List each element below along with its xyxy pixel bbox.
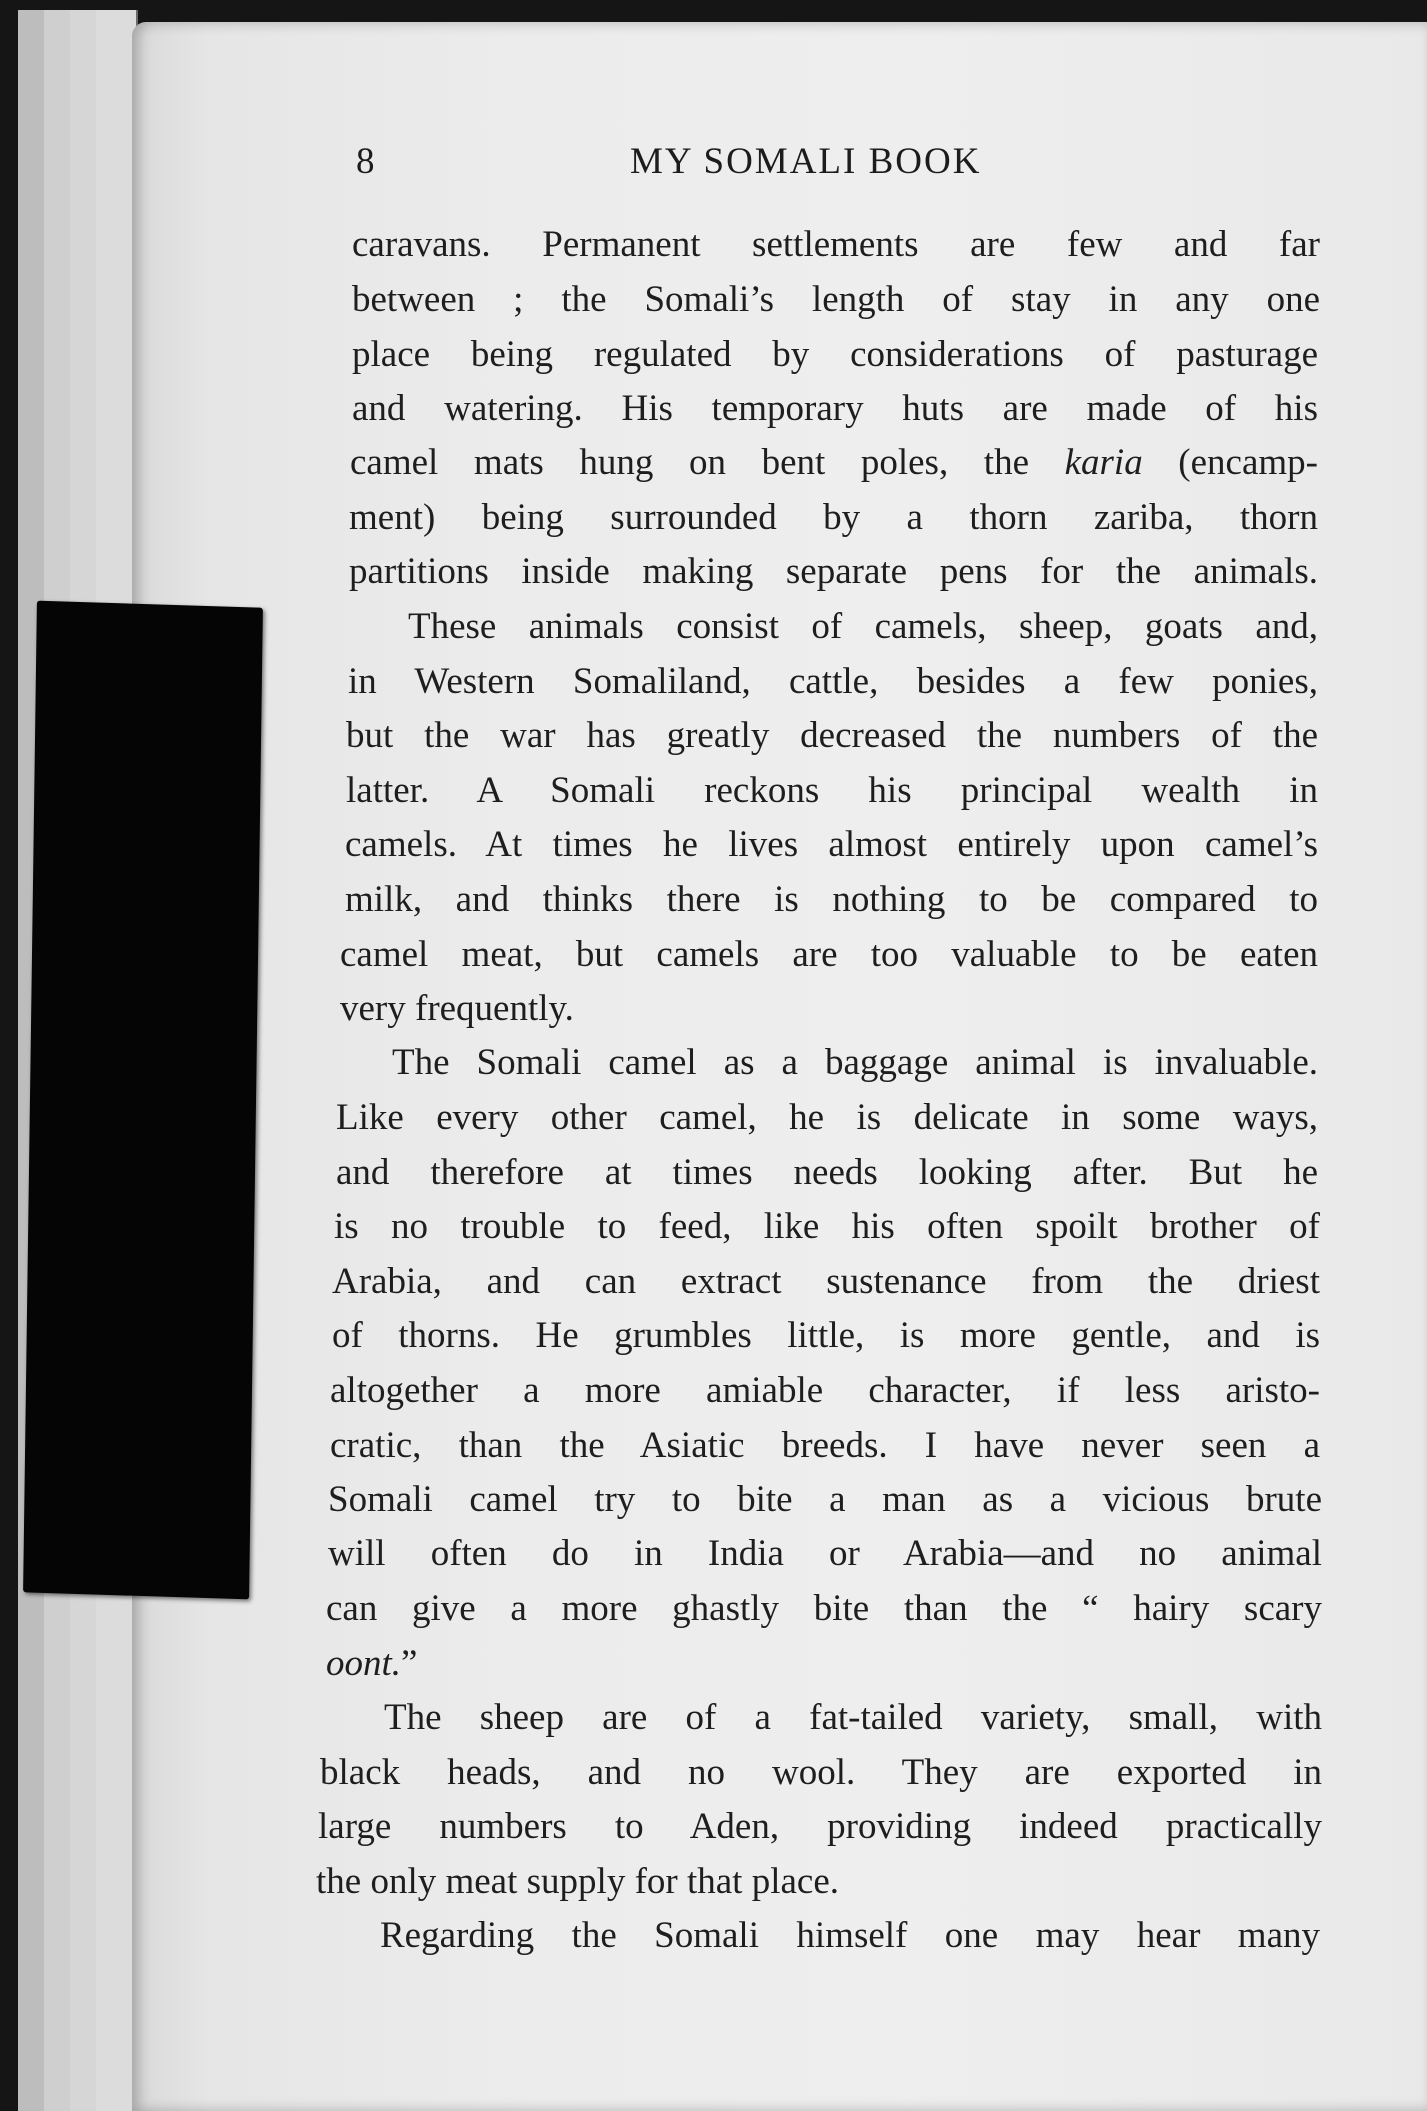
italic-text: oont.	[326, 1643, 402, 1684]
page-number: 8	[356, 141, 377, 182]
text-segment: very frequently.	[340, 988, 574, 1029]
text-line	[349, 549, 1318, 595]
text-segment: place being regulated by considerations of pasturage	[352, 334, 1318, 375]
text-segment: can give a more ghastly bite than the “ hairy scary	[326, 1588, 1322, 1629]
text-line	[350, 440, 1318, 486]
text-segment: ment) being surrounded by a thorn zariba, thorn	[349, 497, 1318, 538]
text-segment: ”	[401, 1643, 418, 1684]
text-segment: and watering. His temporary huts are made of his	[352, 388, 1318, 429]
text-line	[332, 1313, 1320, 1359]
text-segment: is no trouble to feed, like his often spoilt brother of	[334, 1206, 1320, 1247]
text-segment: and therefore at times needs looking after. But he	[336, 1152, 1318, 1193]
text-line	[340, 986, 574, 1032]
text-segment: milk, and thinks there is nothing to be compared to	[345, 879, 1318, 920]
text-segment: the only meat supply for that place.	[316, 1861, 839, 1902]
text-segment: These animals consist of camels, sheep, goats and,	[408, 606, 1318, 647]
text-line	[352, 386, 1318, 432]
text-line	[352, 222, 1320, 268]
running-header	[0, 140, 1427, 190]
text-line	[318, 1804, 1322, 1850]
text-line	[316, 1859, 839, 1905]
running-title: MY SOMALI BOOK	[630, 141, 982, 182]
text-segment: camels. At times he lives almost entirely upon camel’s	[345, 824, 1318, 865]
text-line	[345, 822, 1318, 868]
text-line	[336, 1150, 1318, 1196]
text-line	[352, 277, 1320, 323]
text-segment: black heads, and no wool. They are exported in	[320, 1752, 1322, 1793]
text-segment: The sheep are of a fat-tailed variety, small, with	[384, 1697, 1322, 1738]
text-line	[320, 1750, 1322, 1796]
text-line	[392, 1040, 1318, 1086]
text-segment: altogether a more amiable character, if less aristo-	[330, 1370, 1320, 1411]
text-line	[346, 713, 1318, 759]
text-line	[328, 1531, 1322, 1577]
text-line	[408, 604, 1318, 650]
text-segment: Like every other camel, he is delicate in some ways,	[336, 1097, 1318, 1138]
text-segment: caravans. Permanent settlements are few and far	[352, 224, 1320, 265]
italic-text: karia	[1064, 442, 1143, 483]
text-segment: will often do in India or Arabia—and no animal	[328, 1533, 1322, 1574]
text-segment: cratic, than the Asiatic breeds. I have never seen a	[330, 1425, 1320, 1466]
text-line	[345, 877, 1318, 923]
text-line	[330, 1368, 1320, 1414]
text-segment: Somali camel try to bite a man as a vicious brute	[328, 1479, 1322, 1520]
text-segment: Regarding the Somali himself one may hear many	[380, 1915, 1320, 1956]
text-line	[340, 932, 1318, 978]
text-line	[328, 1477, 1322, 1523]
text-segment: partitions inside making separate pens for the animals.	[349, 551, 1318, 592]
text-segment: (encamp-	[1142, 442, 1318, 483]
text-line	[384, 1695, 1322, 1741]
text-segment: between ; the Somali’s length of stay in any one	[352, 279, 1320, 320]
text-segment: camel mats hung on bent poles, the	[350, 442, 1065, 483]
text-line	[326, 1641, 417, 1687]
text-line	[326, 1586, 1322, 1632]
text-line	[346, 768, 1318, 814]
text-segment: camel meat, but camels are too valuable to be eaten	[340, 934, 1318, 975]
text-segment: in Western Somaliland, cattle, besides a few ponies,	[348, 661, 1318, 702]
text-line	[348, 659, 1318, 705]
text-line	[349, 495, 1318, 541]
text-line	[352, 332, 1318, 378]
text-segment: large numbers to Aden, providing indeed practically	[318, 1806, 1322, 1847]
text-line	[332, 1259, 1320, 1305]
text-line	[334, 1204, 1320, 1250]
text-line	[336, 1095, 1318, 1141]
text-segment: Arabia, and can extract sustenance from the driest	[332, 1261, 1320, 1302]
bookmark-ribbon	[23, 601, 263, 1600]
text-segment: latter. A Somali reckons his principal wealth in	[346, 770, 1318, 811]
text-line	[330, 1423, 1320, 1469]
text-segment: of thorns. He grumbles little, is more gentle, and is	[332, 1315, 1320, 1356]
text-segment: but the war has greatly decreased the numbers of the	[346, 715, 1318, 756]
text-line	[380, 1913, 1320, 1959]
text-segment: The Somali camel as a baggage animal is invaluable.	[392, 1042, 1318, 1083]
